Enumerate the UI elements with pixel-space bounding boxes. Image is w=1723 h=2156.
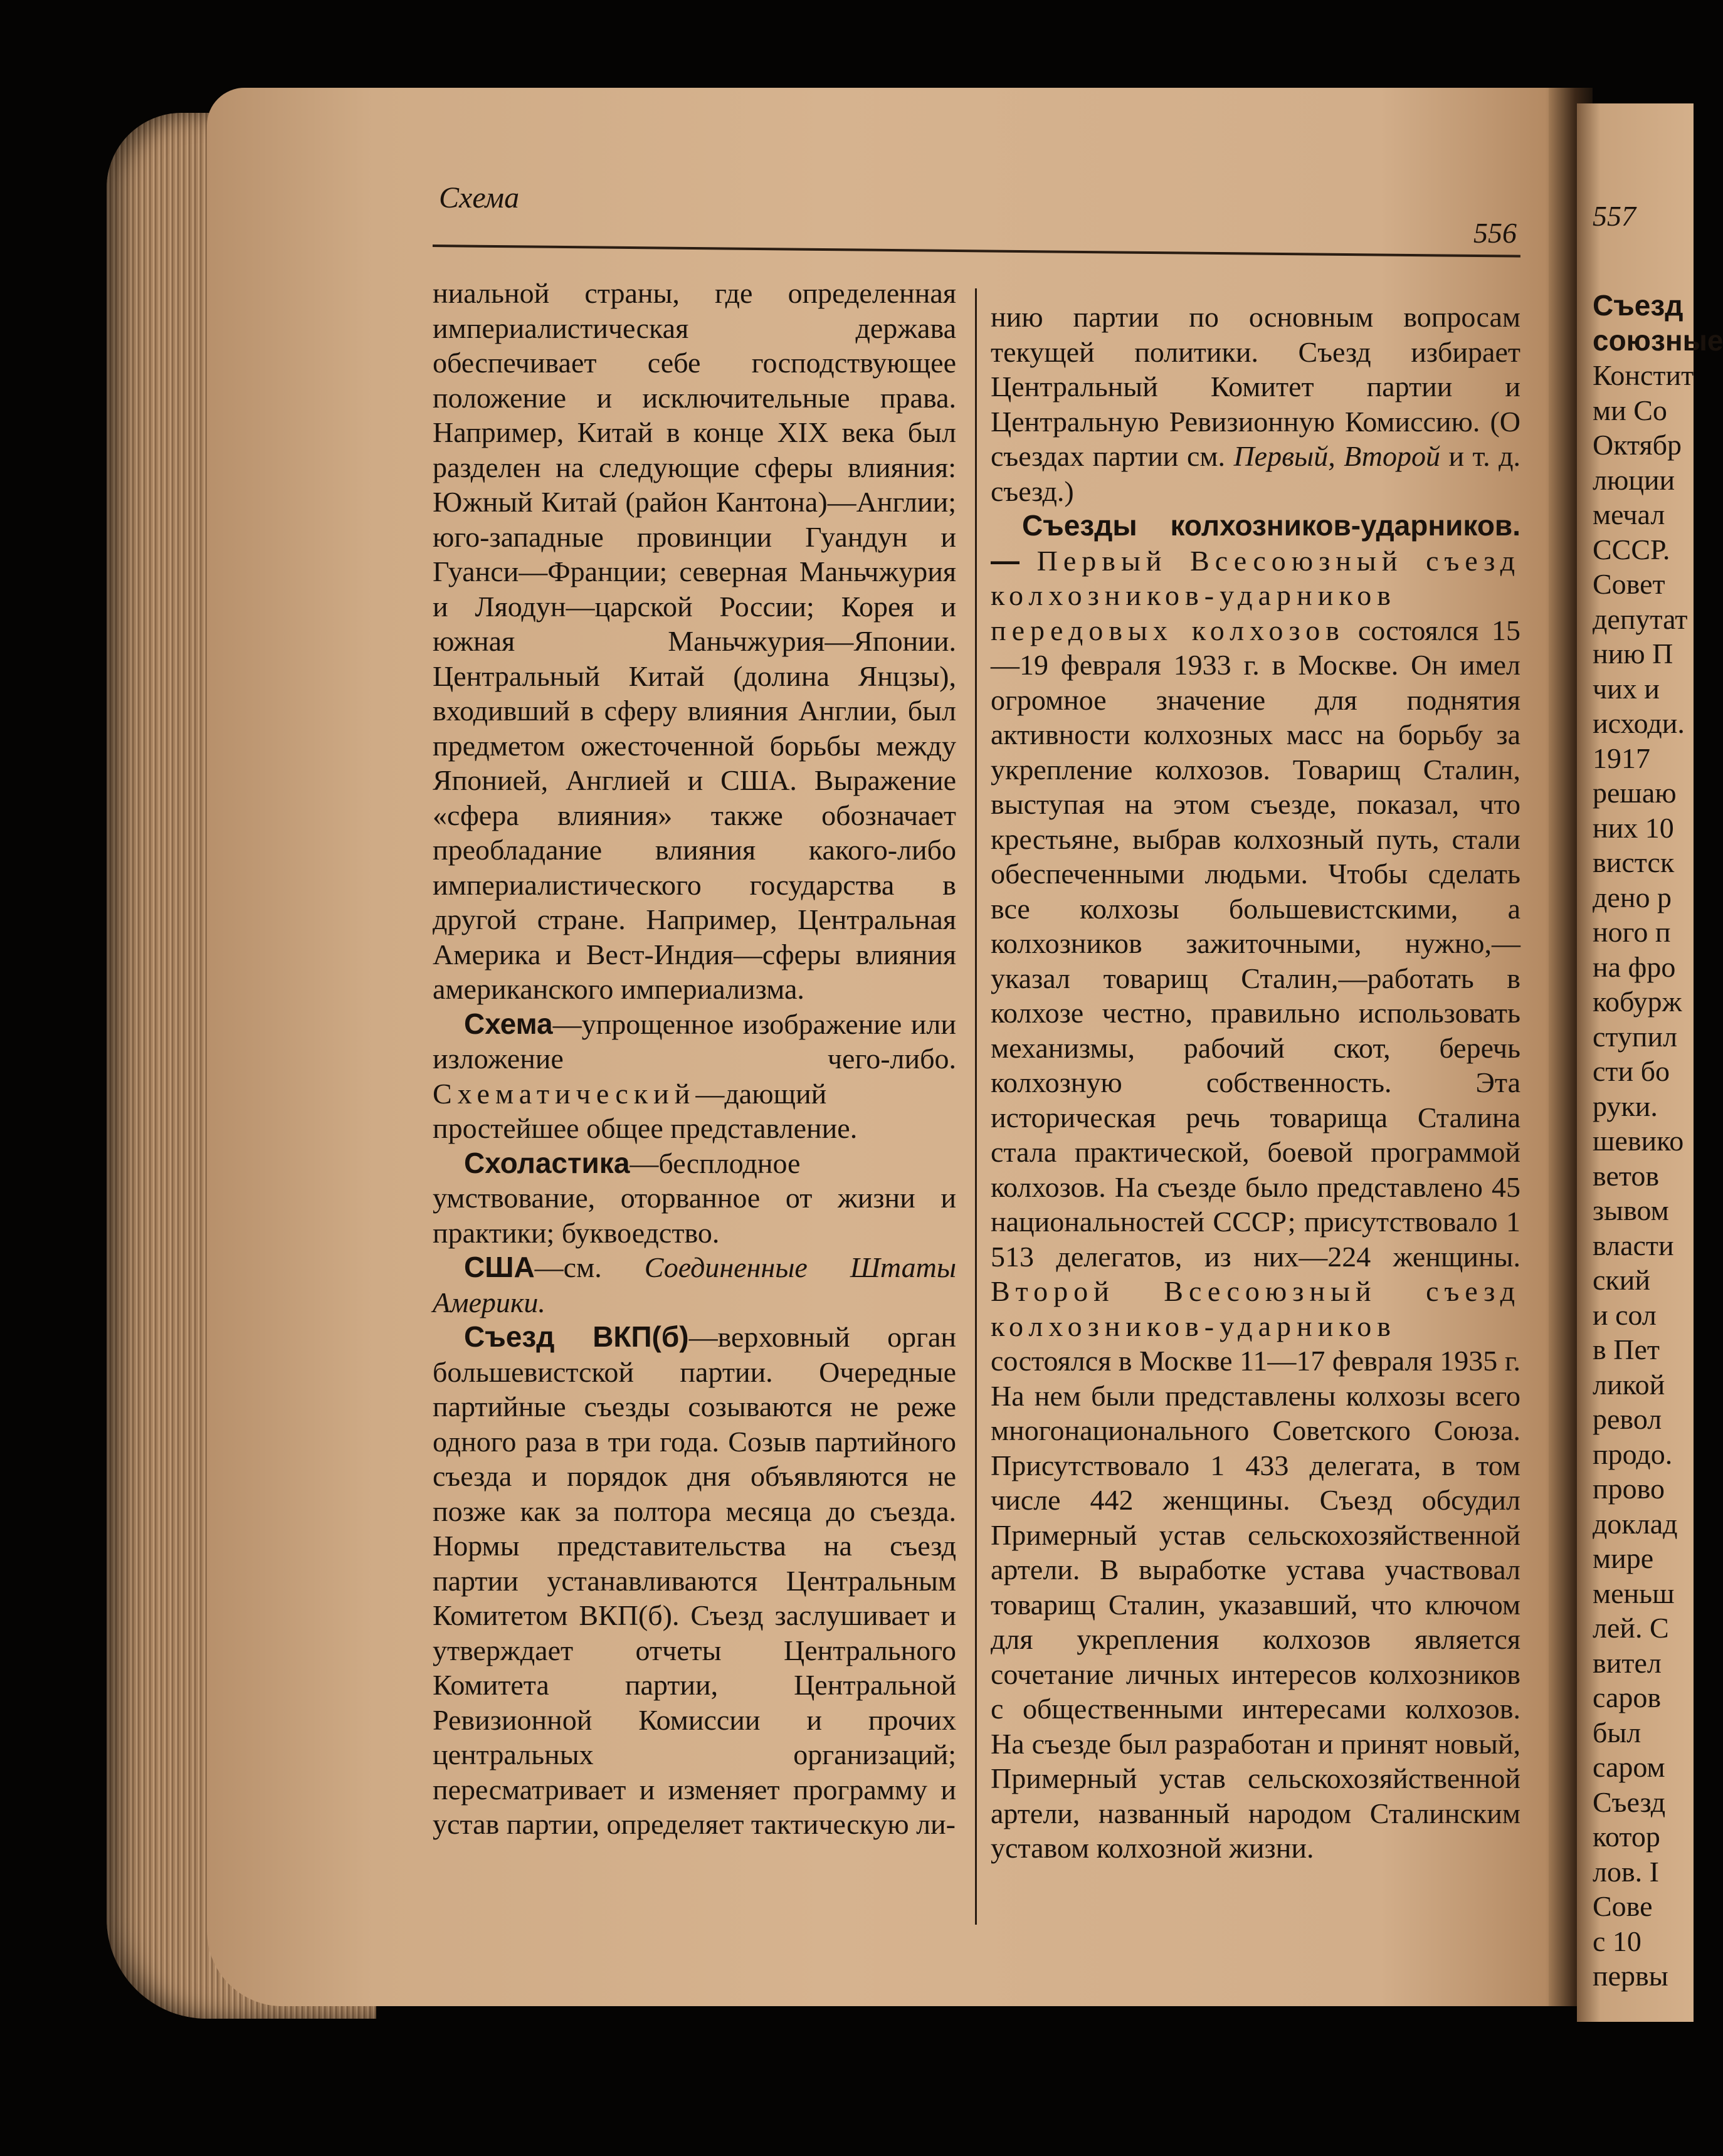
- fragment-line: лей. С: [1593, 1612, 1669, 1644]
- fragment-line: дено р: [1593, 881, 1672, 913]
- entry-kolkhoz-congresses: [991, 508, 1520, 1866]
- fragment-line: прово: [1593, 1473, 1665, 1505]
- headword: Съезды колхозников-ударников.: [1022, 509, 1520, 542]
- fragment-line: союзные: [1593, 323, 1723, 357]
- fragment-line: власти: [1593, 1229, 1674, 1261]
- fragment-line: СССР.: [1593, 533, 1670, 565]
- fragment-line: ного п: [1593, 916, 1671, 948]
- entry-text: —см.: [534, 1251, 602, 1283]
- page-number-left: 556: [1473, 217, 1517, 249]
- fragment-line: на фро: [1593, 950, 1676, 983]
- entry-text: —дающий простейшее общее представление.: [433, 1077, 858, 1144]
- headword: Схема: [464, 1007, 553, 1040]
- fragment-line: ступил: [1593, 1020, 1678, 1053]
- fragment-line: лов. I: [1593, 1855, 1659, 1888]
- fragment-line: в Пет: [1593, 1333, 1660, 1365]
- fragment-line: шевико: [1593, 1125, 1684, 1157]
- fragment-line: ветов: [1593, 1159, 1660, 1192]
- fragment-line: ский: [1593, 1264, 1650, 1296]
- fragment-line: саров: [1593, 1681, 1662, 1713]
- fragment-line: 1917: [1593, 742, 1650, 774]
- continued-paragraph: ниальной страны, где определенная империалистическая держава обеспечивает себе господствующее положение и исключительные права. Например, Китай в конце XIX века был разделен на следующие сферы влияния: Южный Китай (район Кантона)—Англии; юго-западные провинции Гуандун и Гуанси—Франции; северная Маньчжурия и Ляодун—царской России; Корея и южная Маньчжурия—Японии. Центральный Китай (долина Янцзы), входивший в сферу влияния Англии, был предметом ожесточенной борьбы между Японией, Англией и США. Выражение «сфера влияния» также обозначает преобладание влияния какого-либо империалистического государства в другой стране. Например, Центральная Америка и Вест-Индия—сферы влияния американского империализма.: [433, 277, 956, 1005]
- fragment-line: Съезд: [1593, 289, 1683, 322]
- fragment-line: Сове: [1593, 1890, 1653, 1922]
- fragment-line: Съезд: [1593, 1785, 1666, 1818]
- headword: Съезд ВКП(б): [464, 1320, 689, 1353]
- entry-text: —бесплодное умствование, оторванное от жизни и практики; буквоедство.: [433, 1147, 956, 1249]
- cross-reference: Первый, Второй: [1233, 440, 1441, 472]
- entry-text: —верховный орган большевистской партии. Очередные партийные съезды созываются не реже одного раза в три года. Созыв партийного съезда и порядок дня объявляются не позже как за полтора месяца до съезда. Нормы представительства на съезд партии устанавливаются Центральным Комитетом ВКП(б). Съезд заслушивает и утверждает отчеты Центрального Комитета партии, Центральной Ревизионной Комиссии и прочих центральных организаций; пересматривает и изменяет программу и устав партии, определяет тактическую ли-: [433, 1321, 956, 1840]
- column-divider: [975, 288, 977, 1925]
- middle-text-column: [991, 300, 1520, 1866]
- spaced-term: Схематический: [433, 1077, 696, 1110]
- fragment-line: ликой: [1593, 1368, 1665, 1401]
- fragment-line: зывом: [1593, 1194, 1669, 1226]
- fragment-line: решаю: [1593, 777, 1677, 809]
- fragment-line: них 10: [1593, 811, 1674, 844]
- fragment-line: мире: [1593, 1542, 1654, 1574]
- fragment-line: сти бо: [1593, 1055, 1670, 1087]
- headword: США: [464, 1251, 535, 1283]
- fragment-line: вител: [1593, 1646, 1662, 1679]
- spaced-term: Второй Всесоюзный съезд колхозников-ударников: [991, 1275, 1520, 1342]
- fragment-line: с 10: [1593, 1925, 1641, 1957]
- fragment-line: исходи.: [1593, 707, 1685, 739]
- right-page-fragments: [1593, 288, 1723, 1994]
- fragment-line: Констит: [1593, 359, 1694, 391]
- entry-text: состоялся 15—19 февраля 1933 г. в Москве. Он имел огромное значение для поднятия активности колхозных масс на борьбу за укрепление колхозов. Товарищ Сталин, выступая на этом съезде, показал, что крестьяне, выбрав колхозный путь, стали обеспеченными людьми. Чтобы сделать все колхозы большевистскими, а колхозников зажиточными, нужно,—указал товарищ Сталин,—работать в колхозе честно, правильно использовать механизмы, рабочий скот, беречь колхозную собственность. Эта историческая речь товарища Сталина стала практической, боевой программой колхозов. На съезде было представлено 45 национальностей СССР; присутствовало 1 513 делегатов, из них—224 женщины.: [991, 614, 1521, 1273]
- fragment-line: доклад: [1593, 1507, 1678, 1540]
- entry-text: нию партии по основным вопросам текущей политики. Съезд избирает Центральный Комитет партии и Центральную Ревизионную Комиссию. (О съездах партии см.: [991, 301, 1520, 472]
- fragment-line: меньш: [1593, 1577, 1675, 1609]
- fragment-line: револ: [1593, 1403, 1662, 1435]
- fragment-line: нию П: [1593, 638, 1673, 670]
- fragment-line: вистск: [1593, 846, 1675, 878]
- fragment-line: саром: [1593, 1751, 1665, 1783]
- continued-paragraph: [991, 300, 1520, 508]
- entry-text: состоялся в Москве 11—17 февраля 1935 г. На нем были представлены колхозы всего многонационального Советского Союза. Присутствовало 1 433 делегата, в том числе 442 женщины. Съезд обсудил Примерный устав сельскохозяйственной артели. В выработке устава участвовал товарищ Сталин, указавший, что ключом для укрепления колхозов является сочетание личных интересов колхозников с общественными интересами колхозов. На съезде был разработан и принят новый, Примерный устав сельскохозяйственной артели, названный народом Сталинским уставом колхозной жизни.: [991, 1345, 1520, 1864]
- entry-scholastic: [433, 1146, 956, 1251]
- fragment-line: руки.: [1593, 1090, 1658, 1122]
- fragment-line: продо.: [1593, 1438, 1673, 1470]
- page-number-right: 557: [1593, 200, 1636, 232]
- headword-dash: —: [991, 544, 1020, 577]
- fragment-line: кобурж: [1593, 986, 1682, 1018]
- left-text-column: [433, 276, 956, 1842]
- entry-congress-vkpb: [433, 1320, 956, 1842]
- fragment-line: люции: [1593, 463, 1675, 496]
- entry-usa: [433, 1250, 956, 1320]
- entry-schema: [433, 1007, 956, 1146]
- fragment-line: первы: [1593, 1960, 1668, 1992]
- fragment-line: чих и: [1593, 672, 1660, 705]
- fragment-line: был: [1593, 1716, 1641, 1748]
- fragment-line: депутат: [1593, 602, 1688, 635]
- running-head: Схема: [439, 181, 520, 214]
- spaced-term: Первый Всесоюзный съезд колхозников-ударников передовых колхозов: [991, 544, 1520, 646]
- fragment-line: и сол: [1593, 1298, 1657, 1331]
- cross-reference: Соединенные Штаты Америки.: [433, 1251, 956, 1318]
- headword: Схоластика: [464, 1146, 630, 1179]
- fragment-line: Октябр: [1593, 429, 1682, 461]
- fragment-line: ми Со: [1593, 394, 1667, 426]
- entry-text: и т. д. съезд.): [991, 440, 1521, 507]
- fragment-line: Совет: [1593, 568, 1665, 600]
- entry-text: —упрощенное изображение или изложение чего-либо.: [433, 1007, 956, 1075]
- fragment-line: котор: [1593, 1821, 1660, 1853]
- fragment-line: мечал: [1593, 498, 1665, 530]
